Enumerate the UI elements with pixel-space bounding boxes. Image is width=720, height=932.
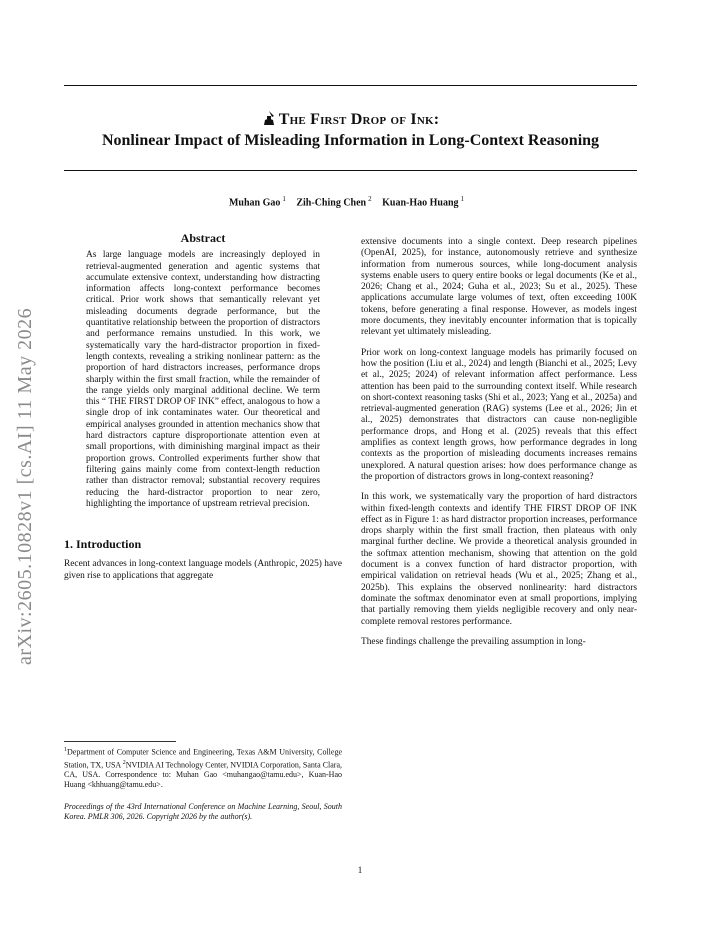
page-number: 1 — [357, 865, 363, 875]
body-paragraph: These findings challenge the prevailing assumption in long- — [361, 636, 586, 647]
author-name: Muhan Gao — [228, 197, 281, 209]
footnotes — [64, 741, 342, 822]
right-column — [361, 237, 637, 657]
title-line-2: Nonlinear Impact of Misleading Information in Long-Context Reasoning — [101, 132, 600, 149]
body-paragraph: extensive documents into a single context. Deep research pipelines (OpenAI, 2025), for instance, autonomously retrieve and synthesize information from numerous sources, while long-document analysis systems enable users to query entire books or legal documents (Ke et al., 2026; Chang et al., 2024; Guha et al., 2023; Su et al., 2025). These applications accumulate large volumes of text, often exceeding 100K tokens, before generating a final response. However, as models ingest more documents, they inevitably encounter information that is topically relevant yet ultimately misleading. — [361, 237, 637, 338]
top-rule — [64, 85, 637, 86]
author-name: Zih-Ching Chen — [296, 197, 367, 209]
bottom-rule — [64, 170, 637, 171]
section-heading-introduction: 1. Introduction — [64, 537, 142, 552]
intro-paragraph: Recent advances in long-context language models (Anthropic, 2025) have given rise to applications that aggregate — [64, 559, 342, 581]
author-affiliation: 1 — [282, 195, 286, 203]
author-affiliation: 2 — [368, 195, 372, 203]
body-paragraph: Prior work on long-context language models has primarily focused on how the position (Liu et al., 2024) and length (Bianchi et al., 2025; Levy et al., 2025; 2024) of relevant information affect performance. Less attention has been paid to the surrounding context itself. While research on short-context reasoning tasks (Shi et al., 2023; Yang et al., 2025a) and retrieval-augmented generation (RAG) systems (Lee et al., 2026; Jin et al., 2025) demonstrates that distractors can cause non-negligible performance drops, and Hong et al. (2025) reveals that this effect amplifies as context length grows, how performance degrades in long contexts as the proportion of misleading documents increases remains unexplored. A natural question arises: how does performance change as the proportion of distractors grows in long-context reasoning? — [361, 347, 637, 482]
arxiv-identifier: arXiv:2605.10828v1 [cs.AI] 11 May 2026 — [14, 307, 36, 665]
footnote-rule — [64, 741, 176, 742]
title-line-1-text: The First Drop of Ink: — [278, 111, 440, 128]
ink-drop-icon — [262, 110, 276, 126]
left-column — [64, 233, 342, 582]
author-list — [64, 195, 637, 208]
paper-title — [64, 110, 637, 152]
proceedings-note: Proceedings of the 43rd International Conference on Machine Learning, Seoul, South Korea. PMLR 306, 2026. Copyright 2026 by the author(s). — [64, 802, 342, 822]
abstract-text: As large language models are increasingly deployed in retrieval-augmented generation and agentic systems that accumulate extensive context, understanding how distracting information affects long-context performance becomes critical. Prior work shows that semantically relevant yet misleading documents degrade performance, but the quantitative relationship between the proportion of distractors and performance remains unstudied. In this work, we systematically vary the hard-distractor proportion in fixed-length contexts, revealing a striking nonlinear pattern: as the proportion of hard distractors increases, performance drops sharply within the first small fraction, while the remainder of the range yields only marginal additional decline. We term this “ THE FIRST DROP OF INK” effect, analogous to how a single drop of ink contaminates water. Our theoretical and empirical analyses grounded in attention mechanics show that hard distractors capture disproportionate attention even at small proportions, with diminishing marginal impact as their proportion grows. Controlled experiments further show that filtering gains mainly come from context-length reduction rather than distractor removal; substantial recovery requires reducing the hard-distractor proportion to near zero, highlighting the importance of upstream retrieval precision. — [86, 250, 320, 509]
affiliation-footnote: $^1$Department of Computer Science and Engineering, Texas A&M University, College Station, TX, USA $^2$NVIDIA AI Technology Center, NVIDIA Corporation, Santa Clara, CA, USA. Correspondence to: Muhan Gao <muhangao@tamu.edu>, Kuan-Hao Huang <khhuang@tamu.edu>. — [64, 747, 343, 790]
author-name: Kuan-Hao Huang — [382, 197, 459, 209]
body-paragraph: In this work, we systematically vary the proportion of hard distractors within fixed-length contexts and identify THE FIRST DROP OF INK effect as in Figure 1: as hard distractor proportion increases, performance drops sharply within the first small fraction, then plateaus with only marginal further decline. We provide a theoretical analysis grounded in the softmax attention mechanism, showing that attention on the gold document is a convex function of hard distractor proportion, with empirical validation on retrieval heads (Wu et al., 2025; Zhang et al., 2025b). This explains the observed nonlinearity: hard distractors dominate the softmax denominator even at small proportions, implying that partially removing them yields negligible recovery and only near-complete removal restores performance. — [361, 492, 637, 627]
abstract-heading: Abstract — [180, 231, 226, 245]
title-line-1 — [64, 110, 637, 130]
author-affiliation: 1 — [460, 195, 465, 203]
